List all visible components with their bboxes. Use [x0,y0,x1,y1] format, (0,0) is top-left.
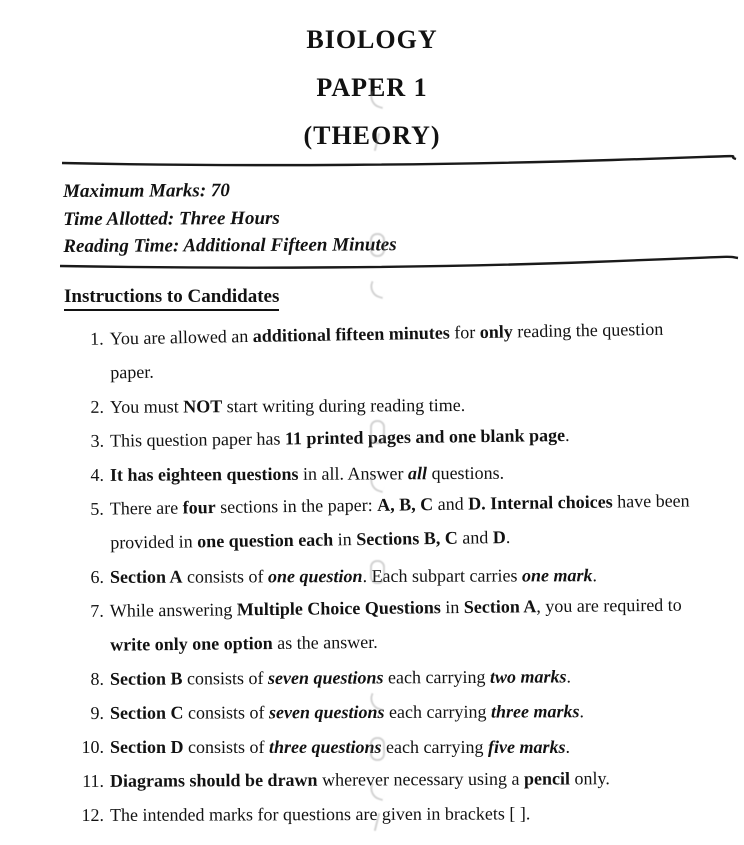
horizontal-rule-top [52,152,742,168]
instruction-number: 10. [81,737,104,757]
instruction-item [78,730,710,764]
instruction-text: Section B consists of seven questions each carrying two marks. [109,666,572,689]
horizontal-rule-bottom [52,254,742,270]
paper-type: (THEORY) [303,121,441,150]
instruction-text: Section A consists of one question. Each subpart carries one mark. [109,565,598,587]
instruction-text: This question paper has 11 printed pages and one blank page. [109,424,570,451]
instruction-number: 1. [90,328,104,349]
instruction-number: 2. [90,396,105,417]
instruction-number: 11. [82,770,105,791]
instruction-text: It has eighteen questions in all. Answer all questions. [109,462,505,485]
instruction-number: 8. [90,668,105,689]
instruction-text: There are four sections in the paper: A, B, C and D. Internal choices have been provided in one question each in Sections B, C and D. [109,490,690,553]
instruction-number: 4. [90,464,105,485]
exam-info-block [63,176,397,260]
instruction-text: Section C consists of seven questions each carrying three marks. [109,701,585,723]
instruction-text: The intended marks for questions are given in brackets [ ]. [109,803,531,825]
instruction-number: 9. [90,702,105,723]
instruction-text: You are allowed an additional fifteen minutes for only reading the question paper. [109,318,664,383]
title-block [0,0,744,160]
instruction-item [78,416,710,458]
instruction-item [78,659,710,696]
paper-number: PAPER 1 [316,73,428,102]
instruction-text: Diagrams should be drawn wherever necessary using a pencil only. [109,768,610,791]
instruction-item [78,796,710,832]
instruction-text: While answering Multiple Choice Questions in Section A, you are required to write only one option as the answer. [109,594,682,655]
reading-time: Reading Time: Additional Fifteen Minutes [63,234,397,257]
instruction-item [78,761,710,798]
instruction-number: 7. [90,600,104,621]
time-allotted: Time Allotted: Three Hours [63,207,280,230]
instruction-number: 6. [90,566,105,587]
instruction-number: 3. [90,430,105,451]
instructions-list [78,318,710,832]
instruction-item [77,311,710,390]
instruction-text: Section D consists of three questions each carrying five marks. [110,737,570,757]
instruction-item [78,587,711,662]
scan-artifact [367,281,387,299]
instructions-heading: Instructions to Candidates [64,286,279,311]
instruction-text: You must NOT start writing during reading time. [109,394,466,417]
instruction-number: 12. [81,804,105,825]
instruction-number: 5. [90,498,104,519]
instruction-item [78,483,711,560]
maximum-marks: Maximum Marks: 70 [63,180,230,202]
instruction-item [78,694,710,730]
subject-title: BIOLOGY [306,25,438,54]
